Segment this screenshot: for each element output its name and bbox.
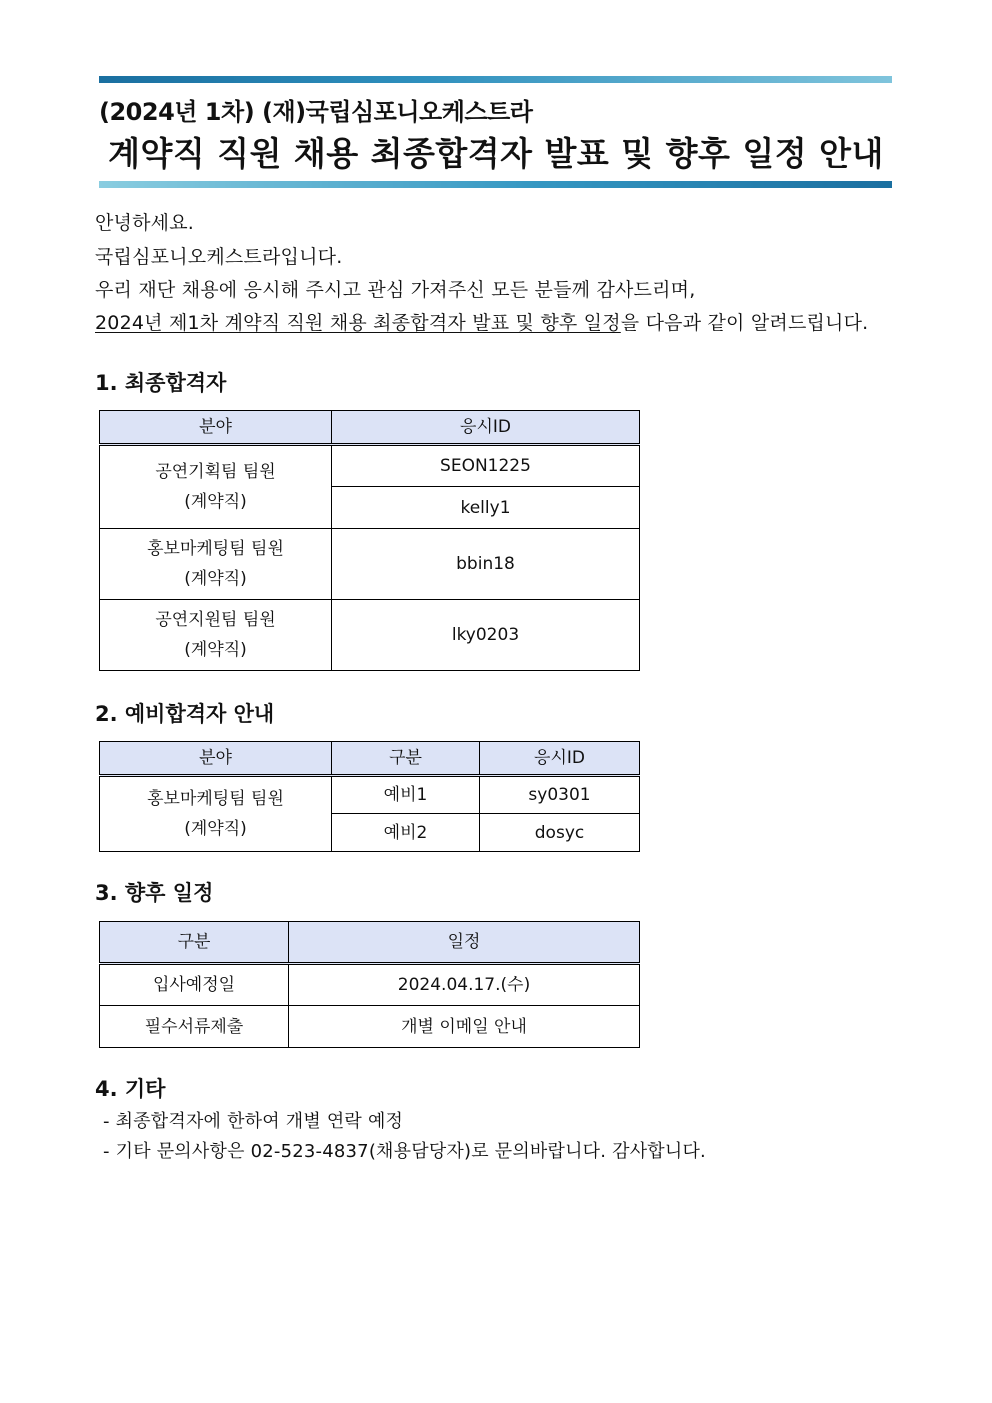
field-name: 공연기획팀 팀원 (155, 462, 276, 482)
intro-organization: 국립심포니오케스트라입니다. (95, 246, 343, 268)
col-header-field: 분야 (100, 411, 332, 445)
final-passers-table (99, 410, 640, 671)
intro-greeting: 안녕하세요. (95, 212, 195, 234)
table-row (100, 445, 640, 487)
field-type: (계약직) (184, 640, 247, 660)
field-type: (계약직) (184, 569, 247, 589)
intro-announcement-underlined: 2024년 제1차 계약직 직원 채용 최종합격자 발표 및 향후 일정 (95, 312, 621, 334)
col-header-id: 응시ID (480, 742, 640, 776)
col-header-field: 분야 (100, 742, 332, 776)
category-cell: 필수서류제출 (100, 1006, 289, 1048)
col-header-category: 구분 (332, 742, 480, 776)
category-cell: 예비1 (332, 776, 480, 814)
list-item: - 최종합격자에 한하여 개별 연락 예정 (103, 1111, 404, 1132)
col-header-category: 구분 (100, 922, 289, 964)
table-row (100, 964, 640, 1006)
field-name: 홍보마케팅팀 팀원 (147, 789, 284, 809)
field-type: (계약직) (184, 492, 247, 512)
header-subtitle: (2024년 1차) (재)국립심포니오케스트라 (99, 98, 533, 126)
id-cell: bbin18 (332, 529, 640, 600)
col-header-schedule: 일정 (289, 922, 640, 964)
field-cell (100, 445, 332, 529)
field-name: 공연지원팀 팀원 (155, 610, 276, 630)
field-cell (100, 600, 332, 671)
field-name: 홍보마케팅팀 팀원 (147, 539, 284, 559)
id-cell: sy0301 (480, 776, 640, 814)
schedule-table (99, 921, 640, 1048)
reserve-passers-table (99, 741, 640, 852)
field-cell (100, 776, 332, 852)
section4-heading: 4. 기타 (95, 1077, 166, 1101)
table-row (100, 529, 640, 600)
header-bottom-bar (99, 181, 892, 188)
field-cell (100, 529, 332, 600)
schedule-cell: 2024.04.17.(수) (289, 964, 640, 1006)
category-cell: 예비2 (332, 814, 480, 852)
id-cell: dosyc (480, 814, 640, 852)
header-top-bar (99, 76, 892, 83)
category-cell: 입사예정일 (100, 964, 289, 1006)
id-cell: kelly1 (332, 487, 640, 529)
table-row (100, 600, 640, 671)
page-title: 계약직 직원 채용 최종합격자 발표 및 향후 일정 안내 (108, 134, 884, 173)
table-row (100, 776, 640, 814)
intro-announcement-rest: 을 다음과 같이 알려드립니다. (620, 312, 869, 334)
field-type: (계약직) (184, 819, 247, 839)
schedule-cell: 개별 이메일 안내 (289, 1006, 640, 1048)
section1-heading: 1. 최종합격자 (95, 371, 227, 395)
col-header-id: 응시ID (332, 411, 640, 445)
intro-thanks: 우리 재단 채용에 응시해 주시고 관심 가져주신 모든 분들께 감사드리며, (95, 279, 696, 301)
id-cell: lky0203 (332, 600, 640, 671)
id-cell: SEON1225 (332, 445, 640, 487)
section2-heading: 2. 예비합격자 안내 (95, 702, 275, 726)
list-item: - 기타 문의사항은 02-523-4837(채용담당자)로 문의바랍니다. 감사합니다. (103, 1141, 706, 1162)
table-row (100, 1006, 640, 1048)
intro-announcement (95, 308, 868, 335)
section3-heading: 3. 향후 일정 (95, 881, 214, 905)
